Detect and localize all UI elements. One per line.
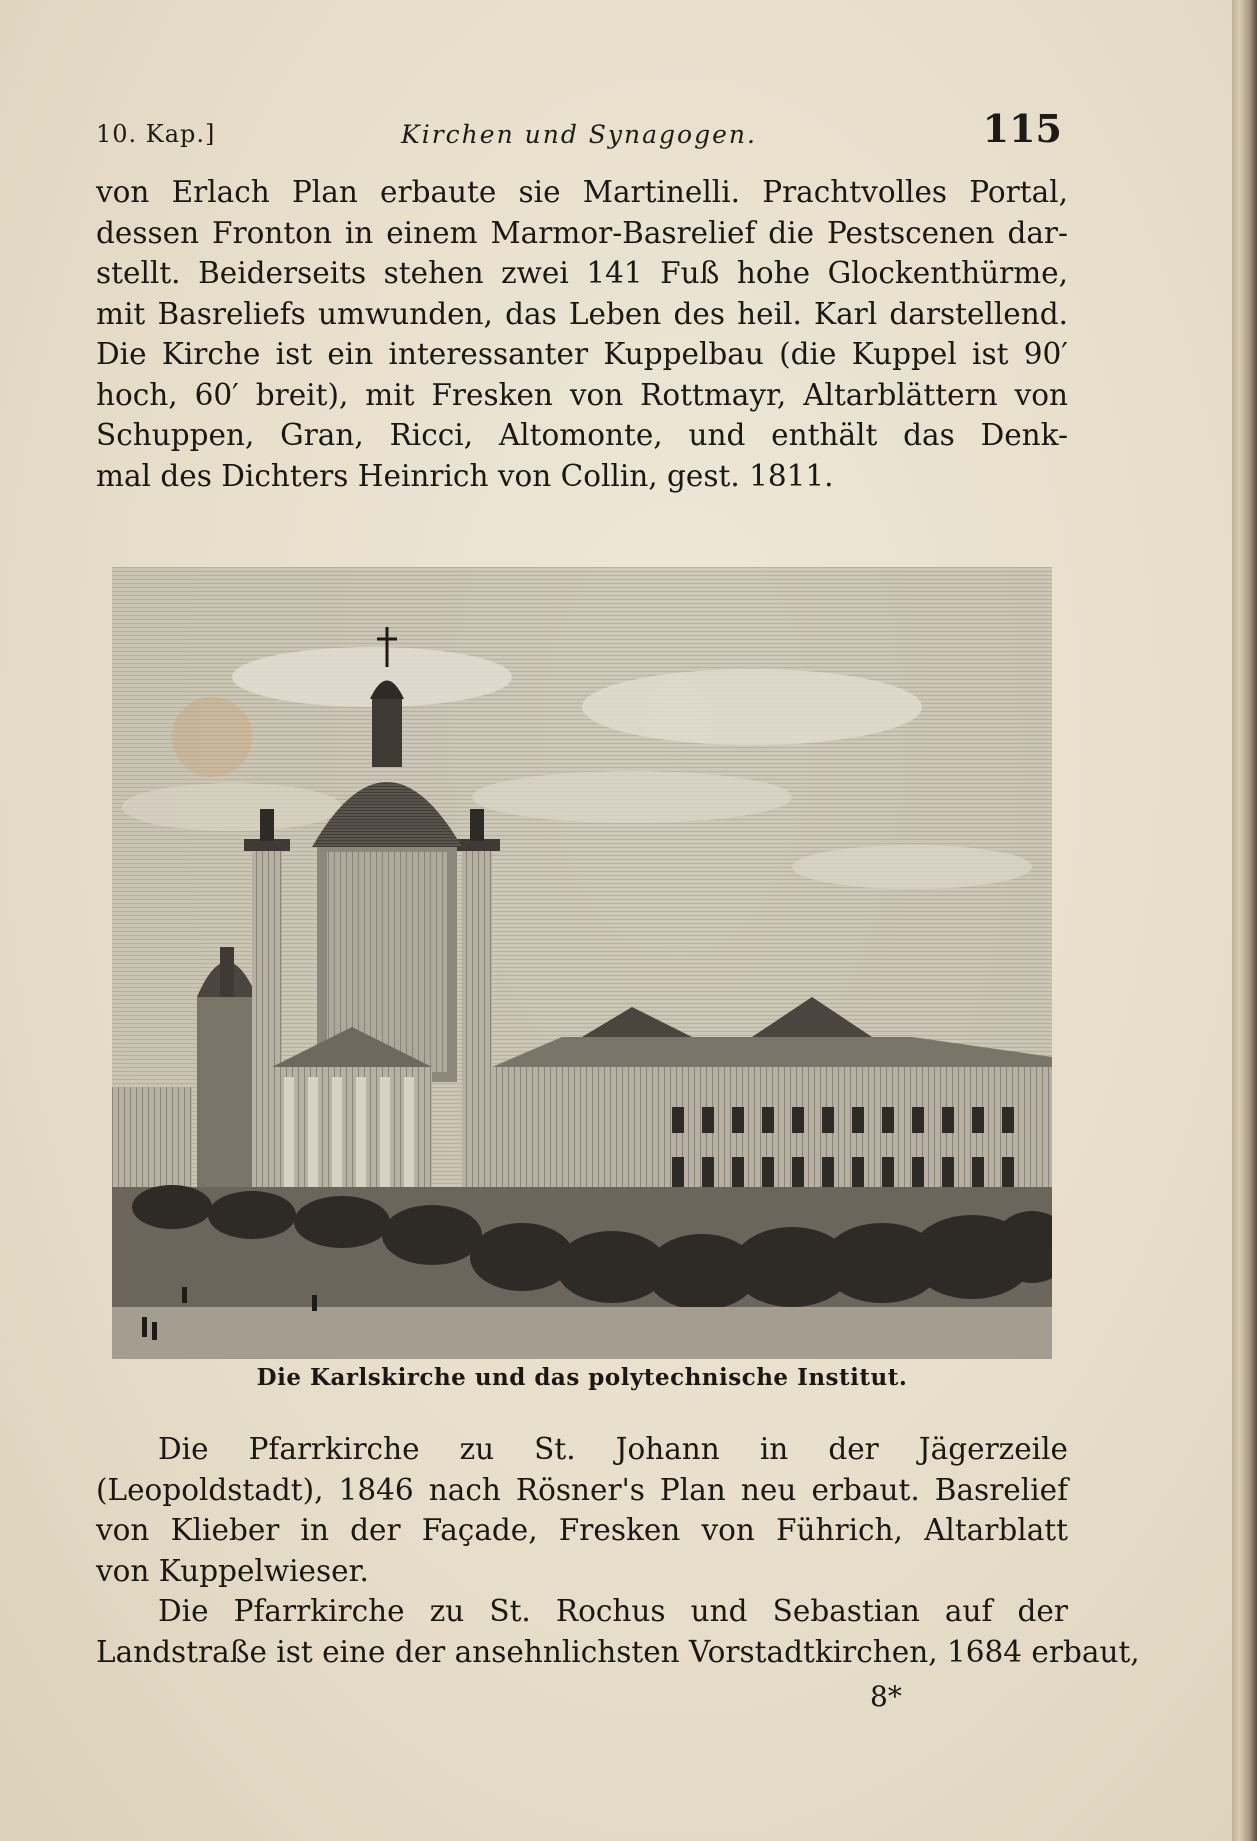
- text-line: mit Basreliefs umwunden, das Leben des heil. Karl darstellend.: [96, 296, 1068, 331]
- chapter-label: 10. Kap.]: [96, 120, 216, 148]
- text-line: (Leopoldstadt), 1846 nach Rösner's Plan neu erbaut. Basrelief: [96, 1472, 1068, 1507]
- running-title: Kirchen und Synagogen.: [401, 120, 757, 149]
- karlskirche-engraving: [112, 567, 1052, 1359]
- page-number: 115: [982, 106, 1062, 151]
- text-line: Schuppen, Gran, Ricci, Altomonte, und enthält das Denk-: [96, 418, 1068, 452]
- illustration-caption: Die Karlskirche und das polytechnische Institut.: [256, 1364, 908, 1391]
- text-line: hoch, 60′ breit), mit Fresken von Rottmayr, Altarblättern von: [96, 377, 1068, 412]
- text-line: Die Kirche ist ein interessanter Kuppelbau (die Kuppel ist 90′: [96, 337, 1068, 371]
- text-line: mal des Dichters Heinrich von Collin, gest. 1811.: [96, 458, 834, 493]
- page-edge: [1232, 0, 1257, 1841]
- paragraph-st-johann: [96, 1429, 1068, 1591]
- text-line: von Kuppelwieser.: [96, 1553, 369, 1588]
- text-line: von Klieber in der Façade, Fresken von Führich, Altarblatt: [96, 1513, 1068, 1547]
- text-line: dessen Fronton in einem Marmor-Basrelief die Pestscenen dar-: [96, 215, 1068, 250]
- running-header: [96, 106, 1062, 152]
- text-line: von Erlach Plan erbaute sie Martinelli. Prachtvolles Portal,: [96, 175, 1068, 209]
- text-line: stellt. Beiderseits stehen zwei 141 Fuß hohe Glockenthürme,: [96, 256, 1068, 290]
- printer-signature: 8*: [870, 1680, 902, 1713]
- text-line: Die Pfarrkirche zu St. Johann in der Jägerzeile: [158, 1432, 1068, 1466]
- paragraph-karlskirche: [96, 172, 1068, 496]
- text-line: Die Pfarrkirche zu St. Rochus und Sebastian auf der: [158, 1594, 1068, 1628]
- text-line: Landstraße ist eine der ansehnlichsten Vorstadtkirchen, 1684 erbaut,: [96, 1634, 1140, 1669]
- paragraph-st-rochus: [96, 1591, 1140, 1672]
